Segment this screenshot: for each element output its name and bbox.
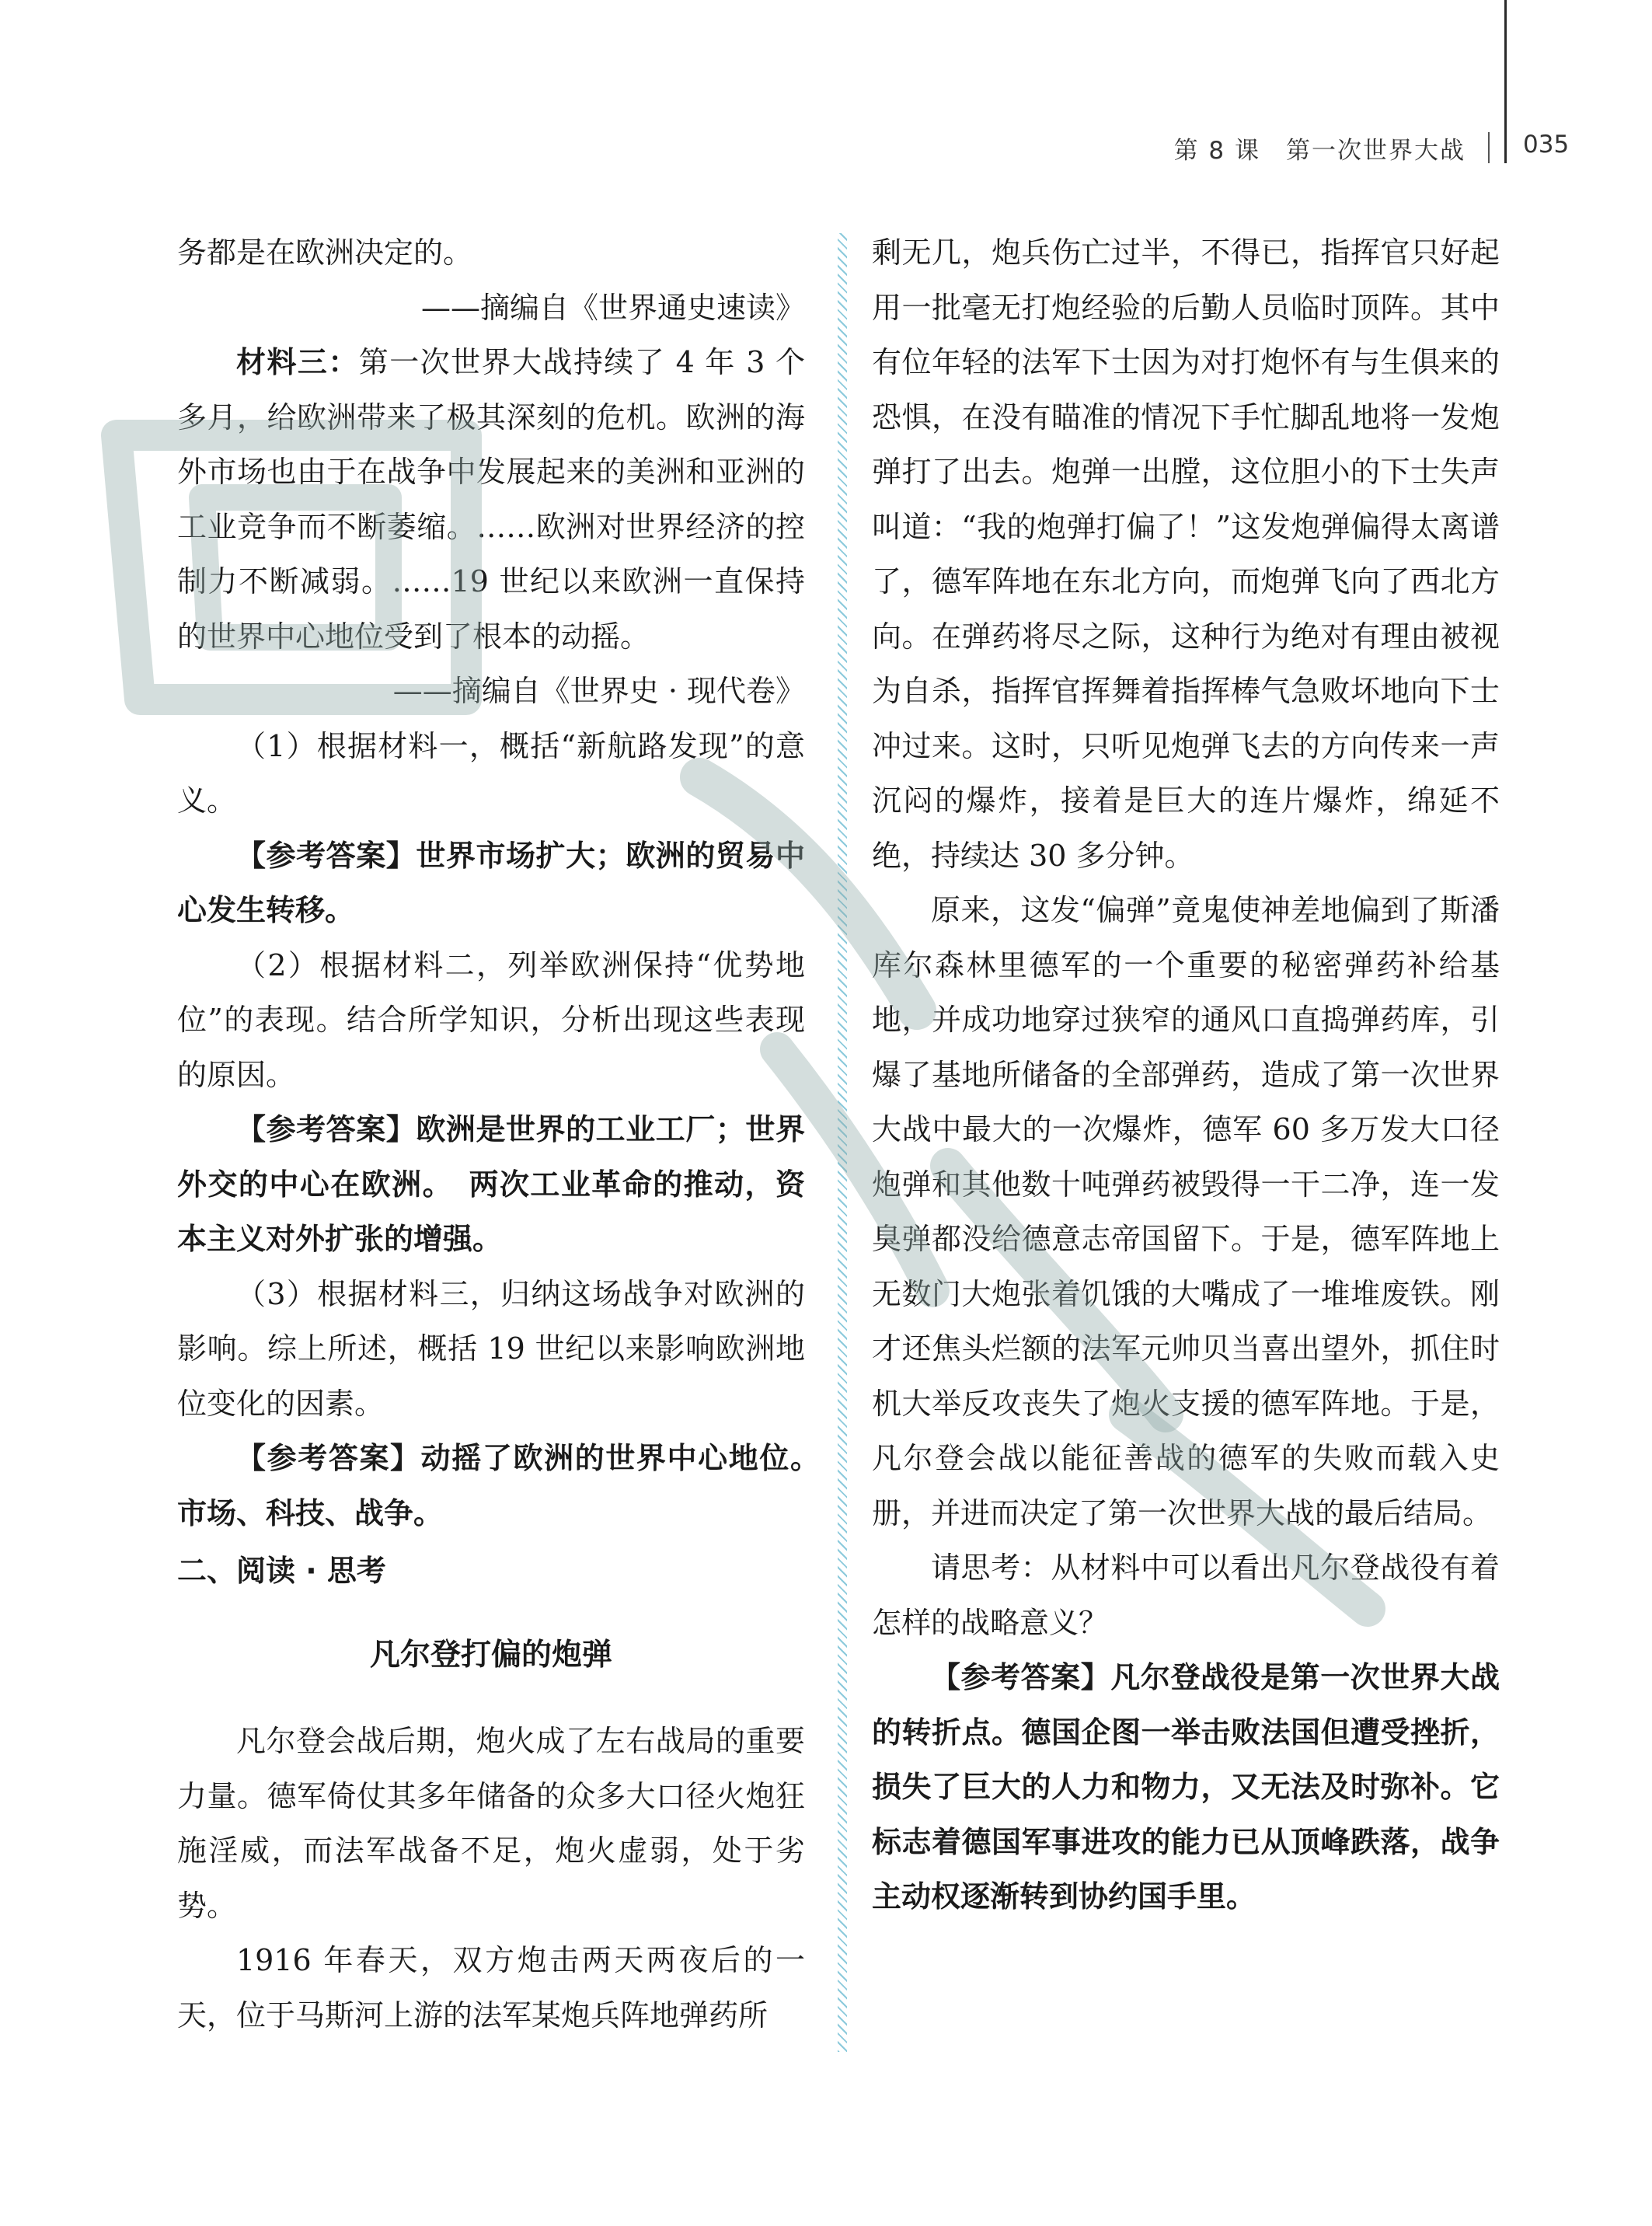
question-3: （3）根据材料三，归纳这场战争对欧洲的影响。综上所述，概括 19 世纪以来影响欧洲地位变化的因素。: [177, 1276, 805, 1421]
answer-1: 【参考答案】世界市场扩大；欧洲的贸易中心发生转移。: [177, 838, 805, 927]
header-vertical-rule: [1504, 0, 1507, 163]
left-column: [177, 225, 835, 2043]
material-three: [177, 335, 805, 664]
article-paragraph: 1916 年春天，双方炮击两天两夜后的一天，位于马斯河上游的法军某炮兵阵地弹药所: [177, 1943, 805, 2032]
running-header: 第 8 课 第一次世界大战: [1173, 137, 1466, 165]
article-paragraph: 剩无几，炮兵伤亡过半，不得已，指挥官只好起用一批毫无打炮经验的后勤人员临时顶阵。其中有位年轻的法军下士因为对打炮怀有与生俱来的恐惧，在没有瞄准的情况下手忙脚乱地将一发炮弹打了出去。炮弹一出膛，这位胆小的下士失声叫道：“我的炮弹打偏了！”这发炮弹偏得太离谱了，德军阵地在东北方向，而炮弹飞向了西北方向。在弹药将尽之际，这种行为绝对有理由被视为自杀，指挥官挥舞着指挥棒气急败坏地向下士冲过来。这时，只听见炮弹飞去的方向传来一声沉闷的爆炸，接着是巨大的连片爆炸，绵延不绝，持续达 30 多分钟。: [872, 236, 1500, 873]
answer-2: 【参考答案】欧洲是世界的工业工厂；世界外交的中心在欧洲。 两次工业革命的推动，资本主义对外扩张的增强。: [177, 1112, 805, 1256]
source-citation: ——摘编自《世界史 · 现代卷》: [392, 674, 805, 708]
question-2: （2）根据材料二，列举欧洲保持“优势地位”的表现。结合所学知识，分析出现这些表现的原因。: [177, 947, 805, 1092]
right-column: [872, 225, 1500, 1924]
think-question: 请思考：从材料中可以看出凡尔登战役有着怎样的战略意义？: [872, 1551, 1500, 1640]
article-paragraph: 原来，这发“偏弹”竟鬼使神差地偏到了斯潘库尔森林里德军的一个重要的秘密弹药补给基地，并成功地穿过狭窄的通风口直捣弹药库，引爆了基地所储备的全部弹药，造成了第一次世界大战中最大的一次爆炸，德军 60 多万发大口径炮弹和其他数十吨弹药被毁得一干二净，连一发臭弹都没给德意志帝国留下。于是，德军阵地上无数门大炮张着饥饿的大嘴成了一堆堆废铁。刚才还焦头烂额的法军元帅贝当喜出望外，抓住时机大举反攻丧失了炮火支援的德军阵地。于是，凡尔登会战以能征善战的德军的失败而载入史册，并进而决定了第一次世界大战的最后结局。: [872, 893, 1500, 1530]
paragraph: 务都是在欧洲决定的。: [177, 236, 473, 270]
article-paragraph: 凡尔登会战后期，炮火成了左右战局的重要力量。德军倚仗其多年储备的众多大口径火炮狂施淫威，而法军战备不足，炮火虚弱，处于劣势。: [177, 1724, 805, 1923]
section-heading: 二、阅读 · 思考: [177, 1554, 386, 1588]
question-1: （1）根据材料一，概括“新航路发现”的意义。: [177, 728, 805, 818]
column-divider: [838, 233, 847, 2052]
material-label: 材料三：: [236, 345, 359, 379]
page-number: 035: [1523, 131, 1570, 159]
material-text: 第一次世界大战持续了 4 年 3 个多月，给欧洲带来了极其深刻的危机。欧洲的海外市场也由于在战争中发展起来的美洲和亚洲的工业竞争而不断萎缩。……欧洲对世界经济的控制力不断减弱。……19 世纪以来欧洲一直保持的世界中心地位受到了根本的动摇。: [177, 345, 805, 654]
header-separator: [1488, 132, 1490, 163]
article-title: 凡尔登打偏的炮弹: [369, 1637, 612, 1673]
source-citation: ——摘编自《世界通史速读》: [420, 290, 805, 325]
answer-3: 【参考答案】动摇了欧洲的世界中心地位。 市场、科技、战争。: [177, 1441, 835, 1530]
think-answer: 【参考答案】凡尔登战役是第一次世界大战的转折点。德国企图一举击败法国但遭受挫折，损失了巨大的人力和物力，又无法及时弥补。它标志着德国军事进攻的能力已从顶峰跌落，战争主动权逐渐转到协约国手里。: [872, 1660, 1500, 1914]
